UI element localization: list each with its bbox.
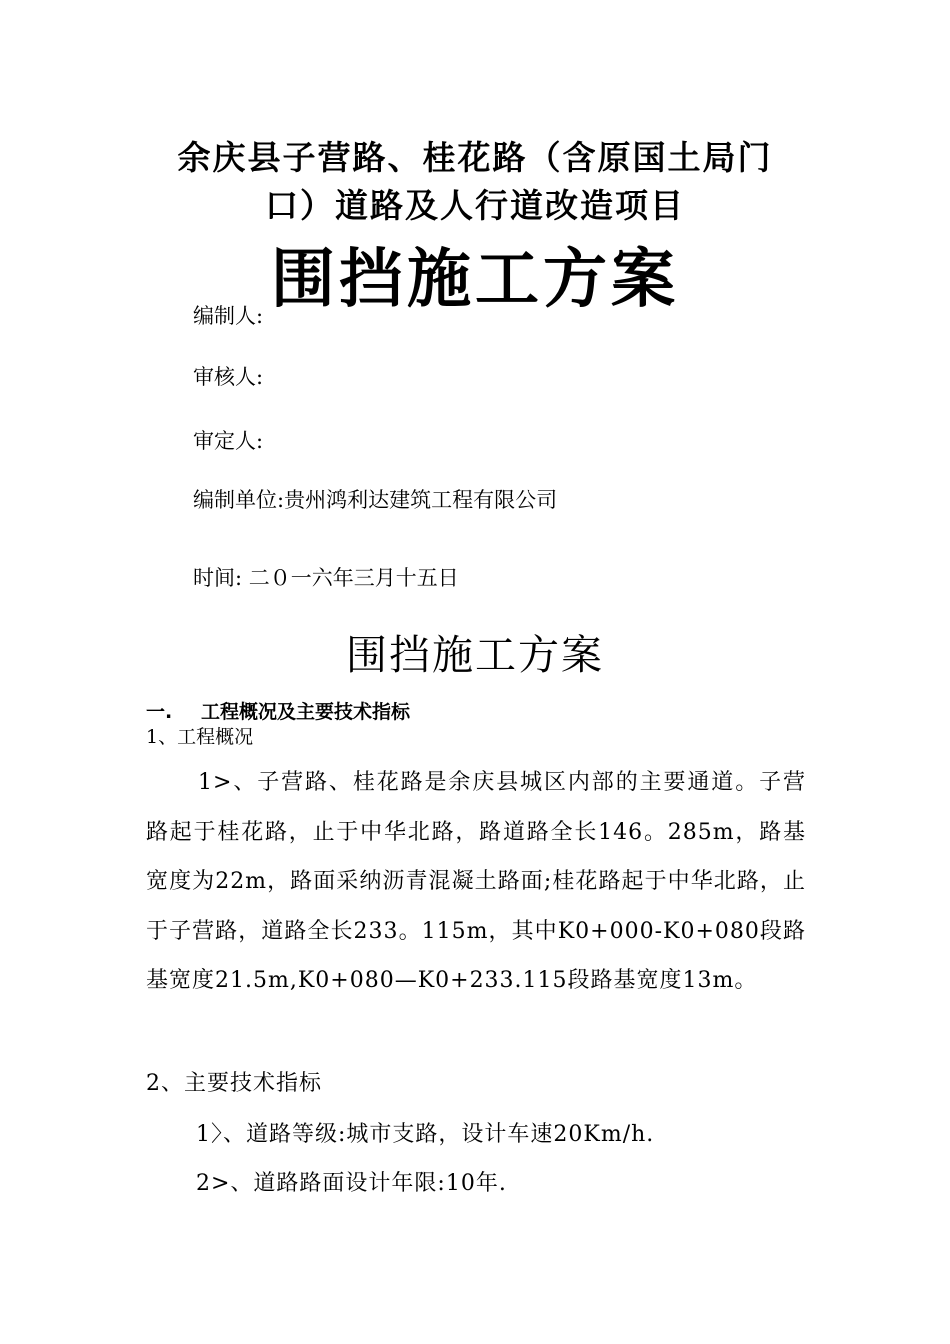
- date-label: 时间:: [193, 566, 243, 590]
- heading-1-text: 工程概况及主要技术指标: [201, 701, 411, 723]
- unit-value: 贵州鸿利达建筑工程有限公司: [284, 488, 558, 512]
- date-value: 二０一六年三月十五日: [248, 566, 459, 590]
- project-title-line1: 余庆县子营路、桂花路（含原国土局门: [177, 138, 773, 177]
- tech-item-2: 2>、道路路面设计年限:10年.: [196, 1171, 507, 1196]
- project-title-line2: 口）道路及人行道改造项目: [265, 186, 685, 225]
- heading-1-number: 一.: [146, 701, 173, 723]
- subheading-overview: 1、工程概况: [146, 726, 254, 748]
- date-line: [193, 562, 459, 592]
- section-title: 围挡施工方案: [346, 631, 604, 679]
- reviewer-label: 审核人:: [193, 365, 264, 389]
- unit-label: 编制单位:: [193, 488, 285, 512]
- approver-label: 审定人:: [193, 429, 264, 453]
- compiling-unit: [193, 484, 557, 514]
- overview-paragraph: 1>、子营路、桂花路是余庆县城区内部的主要通道。子营路起于桂花路，止于中华北路，路道路全长146。285m，路基宽度为22m，路面采纳沥青混凝土路面;桂花路起于中华北路，止于子营路，道路全长233。115m，其中K0+000-K0+080段路基宽度21.5m,K0+080—K0+233.115段路基宽度13m。: [146, 770, 806, 993]
- tech-item-1: 1〉、道路等级:城市支路，设计车速20Km/h.: [196, 1122, 655, 1147]
- heading-1: [146, 697, 410, 724]
- main-title: 围挡施工方案: [271, 243, 679, 317]
- compiler-label: 编制人:: [193, 304, 264, 328]
- subheading-tech-indicators: 2、主要技术指标: [146, 1071, 322, 1096]
